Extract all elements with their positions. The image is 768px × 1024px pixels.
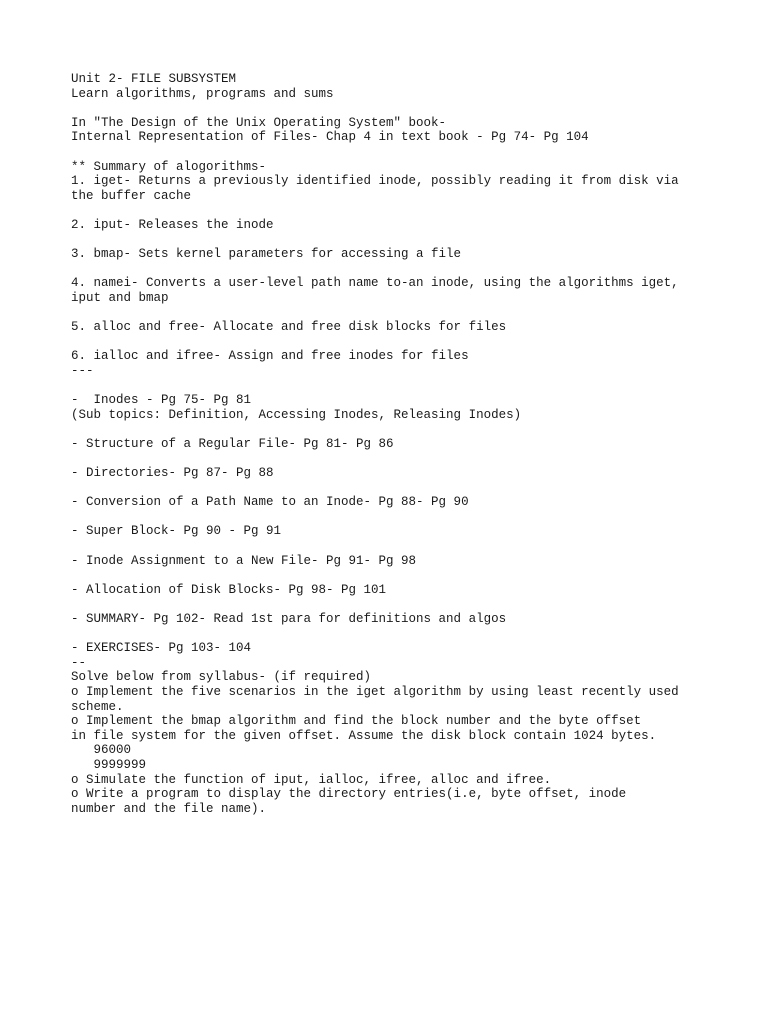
blank-line: [71, 378, 711, 393]
blank-line: [71, 627, 711, 642]
text-line: - Conversion of a Path Name to an Inode- Pg 88- Pg 90: [71, 495, 469, 510]
text-line: o Implement the five scenarios in the iget algorithm by using least recently used: [71, 684, 679, 699]
blank-line: [71, 422, 711, 437]
text-line: - Structure of a Regular File- Pg 81- Pg 86: [71, 436, 394, 451]
text-line: ---: [71, 363, 94, 378]
blank-line: [71, 481, 711, 496]
blank-line: [71, 539, 711, 554]
text-line: the buffer cache: [71, 188, 192, 203]
text-line: 9999999: [71, 757, 147, 772]
text-line: - SUMMARY- Pg 102- Read 1st para for definitions and algos: [71, 611, 507, 626]
blank-line: [71, 101, 711, 116]
blank-line: [71, 262, 711, 277]
text-line: Solve below from syllabus- (if required): [71, 670, 372, 685]
text-line: iput and bmap: [71, 290, 169, 305]
text-line: Learn algorithms, programs and sums: [71, 86, 334, 101]
text-line: 4. namei- Converts a user-level path name to-an inode, using the algorithms iget,: [71, 276, 679, 291]
text-line: 1. iget- Returns a previously identified inode, possibly reading it from disk via: [71, 174, 679, 189]
blank-line: [71, 451, 711, 466]
text-line: 3. bmap- Sets kernel parameters for accessing a file: [71, 247, 462, 262]
text-line: o Simulate the function of iput, ialloc, ifree, alloc and ifree.: [71, 772, 552, 787]
text-line: 2. iput- Releases the inode: [71, 217, 274, 232]
text-line: 5. alloc and free- Allocate and free disk blocks for files: [71, 320, 507, 335]
text-line: 96000: [71, 743, 132, 758]
text-line: number and the file name).: [71, 801, 267, 816]
text-line: - Inodes - Pg 75- Pg 81: [71, 393, 252, 408]
blank-line: [71, 568, 711, 583]
text-line: - EXERCISES- Pg 103- 104: [71, 641, 252, 656]
text-line: - Allocation of Disk Blocks- Pg 98- Pg 101: [71, 582, 387, 597]
text-line: ** Summary of alogorithms-: [71, 159, 267, 174]
text-line: In "The Design of the Unix Operating System" book-: [71, 115, 447, 130]
blank-line: [71, 145, 711, 160]
text-line: in file system for the given offset. Assume the disk block contain 1024 bytes.: [71, 728, 657, 743]
blank-line: [71, 597, 711, 612]
text-line: o Implement the bmap algorithm and find the block number and the byte offset: [71, 714, 642, 729]
text-line: - Inode Assignment to a New File- Pg 91- Pg 98: [71, 553, 417, 568]
text-line: (Sub topics: Definition, Accessing Inodes, Releasing Inodes): [71, 407, 522, 422]
blank-line: [71, 233, 711, 248]
text-line: scheme.: [71, 699, 124, 714]
text-line: Unit 2- FILE SUBSYSTEM: [71, 72, 237, 86]
text-line: --: [71, 655, 87, 670]
blank-line: [71, 510, 711, 525]
text-line: - Directories- Pg 87- Pg 88: [71, 466, 274, 481]
blank-line: [71, 203, 711, 218]
blank-line: [71, 306, 711, 321]
document-body: [71, 72, 711, 816]
blank-line: [71, 335, 711, 350]
text-line: Internal Representation of Files- Chap 4 in text book - Pg 74- Pg 104: [71, 130, 589, 145]
text-line: 6. ialloc and ifree- Assign and free inodes for files: [71, 349, 469, 364]
text-line: o Write a program to display the directory entries(i.e, byte offset, inode: [71, 787, 627, 802]
text-line: - Super Block- Pg 90 - Pg 91: [71, 524, 282, 539]
